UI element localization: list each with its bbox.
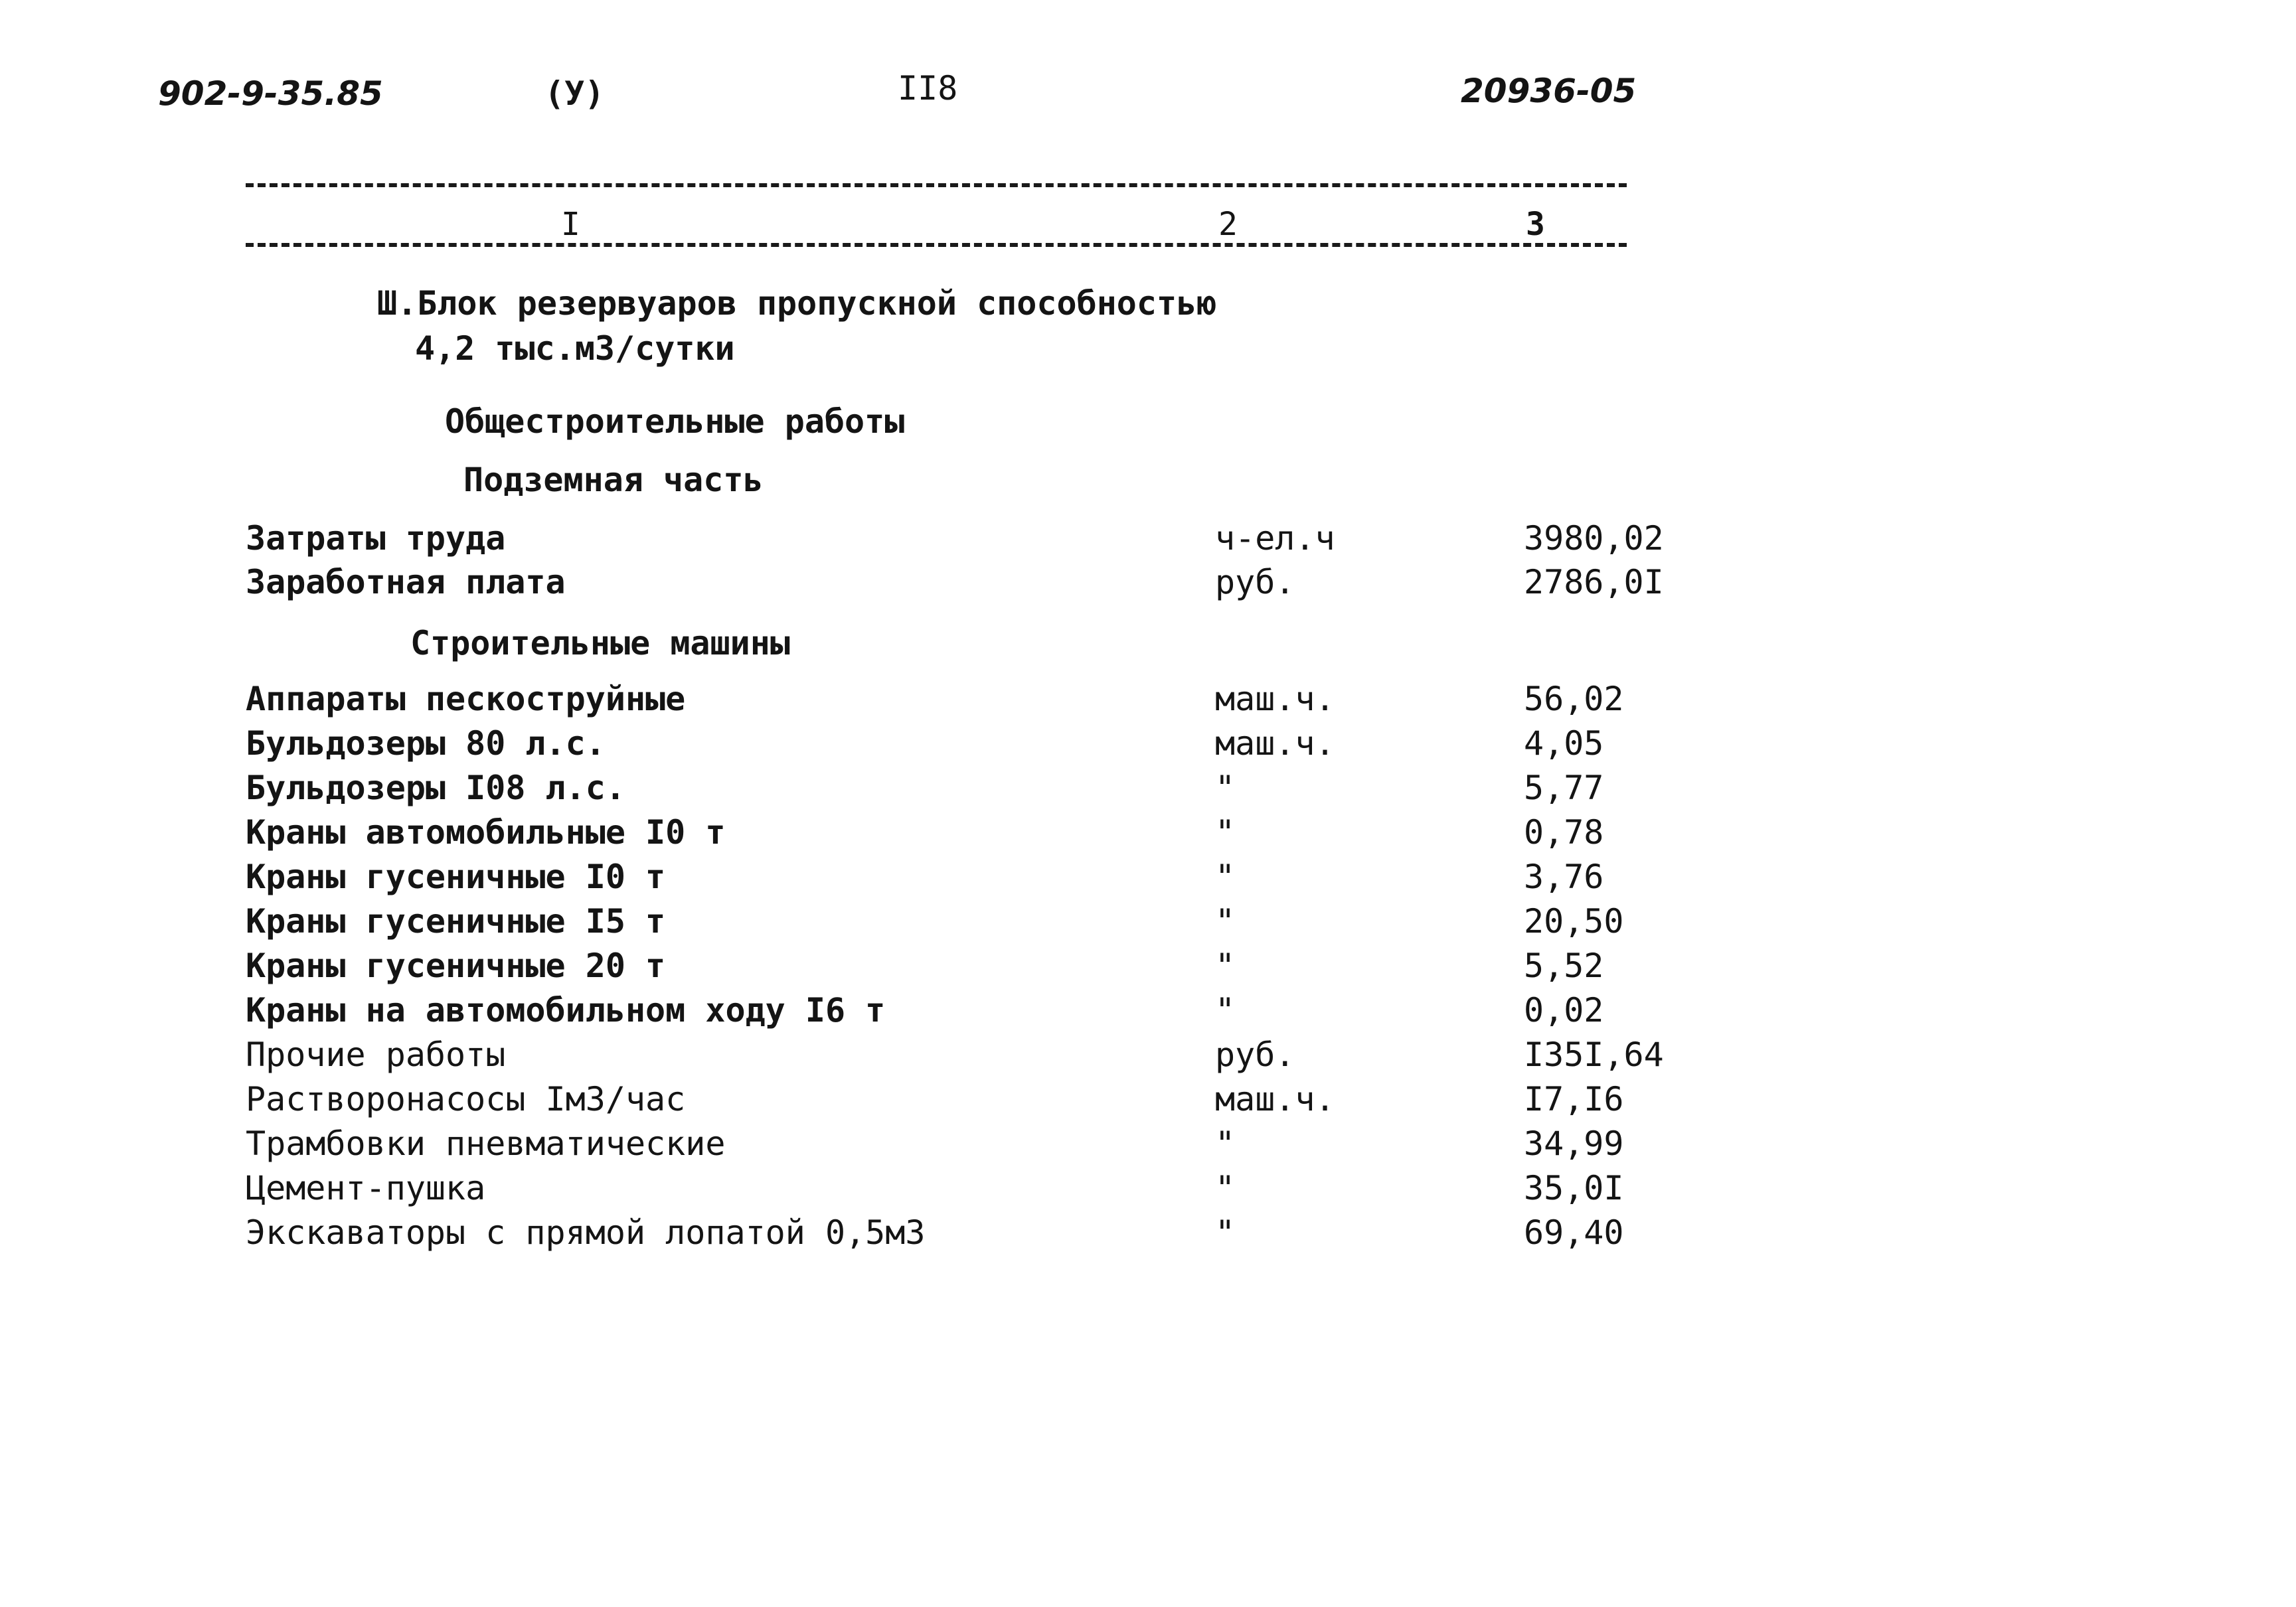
row-name: Трамбовки пневматические — [246, 1124, 726, 1163]
row-unit: " — [1215, 991, 1236, 1030]
section-title-line2: 4,2 тыс.м3/сутки — [415, 329, 735, 368]
table-row — [246, 902, 1706, 945]
row-value: 2786,0I — [1524, 563, 1664, 601]
table-row — [246, 1124, 1706, 1167]
row-name: Бульдозеры 80 л.с. — [246, 724, 606, 763]
row-unit: " — [1215, 769, 1236, 807]
section-title-line1: Ш.Блок резервуаров пропускной способностью — [377, 284, 1217, 323]
row-unit: маш.ч. — [1215, 724, 1335, 763]
row-value: 5,77 — [1524, 769, 1604, 807]
row-name: Краны автомобильные I0 т — [246, 813, 726, 852]
row-name: Краны гусеничные 20 т — [246, 947, 666, 985]
row-value: I7,I6 — [1524, 1080, 1624, 1118]
row-value: 0,78 — [1524, 813, 1604, 852]
row-name: Заработная плата — [246, 563, 566, 601]
row-value: 4,05 — [1524, 724, 1604, 763]
row-value: 5,52 — [1524, 947, 1604, 985]
table-row — [246, 724, 1706, 767]
table-row — [246, 769, 1706, 811]
document-marker: (У) — [544, 74, 605, 113]
row-name: Краны на автомобильном ходу I6 т — [246, 991, 886, 1030]
row-unit: маш.ч. — [1215, 1080, 1335, 1118]
row-value: 56,02 — [1524, 680, 1624, 718]
table-row — [246, 1080, 1706, 1122]
row-unit: " — [1215, 1213, 1236, 1252]
table-row — [246, 680, 1706, 722]
row-unit: руб. — [1215, 1035, 1295, 1074]
machines-heading: Строительные машины — [410, 624, 790, 662]
row-value: 3,76 — [1524, 858, 1604, 896]
section-subtitle: Общестроительные работы — [445, 402, 905, 441]
row-unit: маш.ч. — [1215, 680, 1335, 718]
section-part: Подземная часть — [463, 461, 764, 499]
row-unit: " — [1215, 813, 1236, 852]
row-unit: " — [1215, 902, 1236, 941]
row-value: 69,40 — [1524, 1213, 1624, 1252]
row-unit: " — [1215, 1124, 1236, 1163]
row-value: 20,50 — [1524, 902, 1624, 941]
row-name: Бульдозеры I08 л.с. — [246, 769, 625, 807]
row-value: 34,99 — [1524, 1124, 1624, 1163]
row-name: Цемент-пушка — [246, 1169, 486, 1207]
document-code: 902-9-35.85 — [158, 74, 383, 113]
row-unit: " — [1215, 858, 1236, 896]
column-number-1: I — [561, 206, 580, 243]
table-row — [246, 1169, 1706, 1211]
page-number: II8 — [898, 69, 958, 108]
table-row — [246, 813, 1706, 856]
row-name: Экскаваторы с прямой лопатой 0,5м3 — [246, 1213, 926, 1252]
table-row — [246, 519, 1706, 562]
row-value: 3980,02 — [1524, 519, 1664, 558]
sheet-code: 20936-05 — [1461, 72, 1637, 110]
column-number-2: 2 — [1218, 206, 1238, 243]
row-name: Краны гусеничные I5 т — [246, 902, 666, 941]
row-name: Растворонасосы Iм3/час — [246, 1080, 686, 1118]
row-value: I35I,64 — [1524, 1035, 1664, 1074]
row-name: Краны гусеничные I0 т — [246, 858, 666, 896]
row-unit: руб. — [1215, 563, 1295, 601]
row-unit: ч-ел.ч — [1215, 519, 1335, 558]
column-number-3: 3 — [1526, 206, 1545, 243]
row-value: 0,02 — [1524, 991, 1604, 1030]
table-row — [246, 991, 1706, 1033]
row-name: Аппараты пескоструйные — [246, 680, 686, 718]
row-unit: " — [1215, 1169, 1236, 1207]
row-name: Прочие работы — [246, 1035, 506, 1074]
table-row — [246, 1035, 1706, 1078]
table-row — [246, 858, 1706, 900]
row-name: Затраты труда — [246, 519, 506, 558]
table-top-rule — [246, 183, 1627, 187]
table-row — [246, 563, 1706, 605]
table-row — [246, 947, 1706, 989]
row-value: 35,0I — [1524, 1169, 1624, 1207]
table-row — [246, 1213, 1706, 1256]
row-unit: " — [1215, 947, 1236, 985]
table-header-rule — [246, 243, 1627, 247]
